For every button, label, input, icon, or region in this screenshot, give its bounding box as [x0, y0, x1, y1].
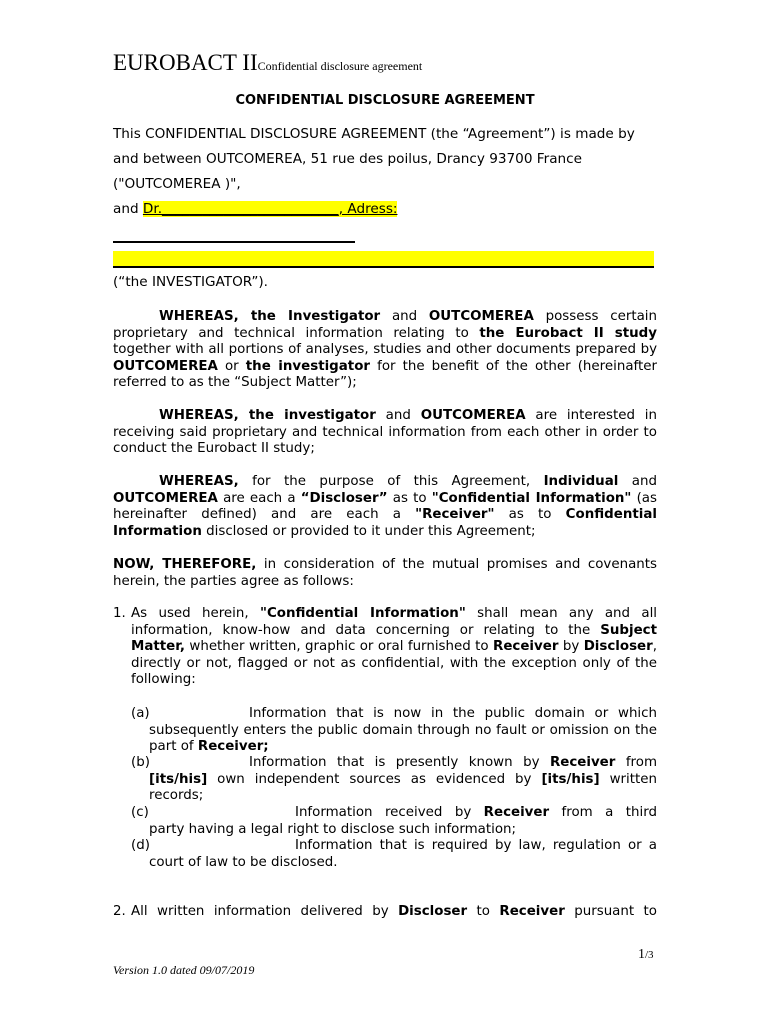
clause-2-number: 2.	[113, 904, 126, 919]
intro-line-1: This CONFIDENTIAL DISCLOSURE AGREEMENT (the “Agreement”) is made by	[113, 126, 635, 142]
exception-d	[131, 838, 657, 871]
whereas-paragraph-3: WHEREAS, for the purpose of this Agreement, Individual and OUTCOMEREA are each a “Discloser” as to "Confidential Information" (as hereinafter defined) and are each a "Receiver" as to Confidential Information disclosed or provided to it under this Agreement;	[113, 474, 657, 539]
address-blank-line-2	[113, 251, 654, 268]
exception-b-label: (b)	[131, 755, 150, 770]
clause-2	[113, 904, 657, 921]
exception-c-line-1: Information received by Receiver from a third	[295, 805, 657, 820]
document-header	[113, 50, 422, 76]
header-title: EUROBACT II	[113, 50, 258, 75]
exception-d-label: (d)	[131, 838, 150, 853]
exception-a-line-1: Information that is now in the public domain or which	[249, 706, 657, 721]
exception-a-continuation: subsequently enters the public domain through no fault or omission on the part of Receiver;	[149, 722, 657, 754]
exception-a	[131, 706, 657, 756]
intro-line-3: ("OUTCOMEREA )",	[113, 176, 241, 192]
header-subtitle: Confidential disclosure agreement	[257, 59, 423, 73]
exception-d-line-1: Information that is required by law, regulation or a	[295, 838, 657, 853]
now-therefore-paragraph: NOW, THEREFORE, in consideration of the mutual promises and covenants herein, the parties agree as follows:	[113, 557, 657, 589]
exception-d-continuation: court of law to be disclosed.	[149, 854, 338, 870]
investigator-name-field: Dr.__________________________, Adress:	[142, 201, 398, 217]
whereas-paragraph-1: WHEREAS, the Investigator and OUTCOMEREA possess certain proprietary and technical information relating to the Eurobact II study together with all portions of analyses, studies and other documents prepared by OUTCOMEREA or the investigator for the benefit of the other (hereinafter referred to as the “Subject Matter”);	[113, 309, 657, 390]
exception-c-label: (c)	[131, 805, 149, 820]
address-blank-line-1	[113, 227, 355, 243]
clause-1-number: 1.	[113, 606, 126, 621]
exception-c	[131, 805, 657, 838]
exception-b	[131, 755, 657, 805]
investigator-label: (“the INVESTIGATOR”).	[113, 274, 269, 290]
intro-line-4	[113, 197, 673, 222]
exception-a-label: (a)	[131, 706, 150, 721]
clause-1	[113, 606, 657, 689]
intro-line-2: and between OUTCOMEREA, 51 rue des poilus, Drancy 93700 France	[113, 151, 582, 167]
version-footer: Version 1.0 dated 09/07/2019	[113, 963, 255, 977]
agreement-title: CONFIDENTIAL DISCLOSURE AGREEMENT	[235, 93, 535, 108]
clause-1-text: As used herein, "Confidential Information" shall mean any and all information, know-how and data concerning or relating to the Subject Matter, whether written, graphic or oral furnished to Receiver by Discloser, directly or not, flagged or not as confidential, with the exception only of the following:	[131, 606, 658, 687]
intro-paragraph	[113, 122, 673, 222]
exception-b-continuation: [its/his] own independent sources as evidenced by [its/his] written records;	[149, 771, 657, 803]
exception-b-line-1: Information that is presently known by Receiver from	[249, 755, 657, 770]
page-number: 1/3	[638, 947, 654, 962]
exception-c-continuation: party having a legal right to disclose such information;	[149, 821, 517, 837]
whereas-paragraph-2: WHEREAS, the investigator and OUTCOMEREA are interested in receiving said proprietary and technical information from each other in order to conduct the Eurobact II study;	[113, 408, 657, 456]
and-text: and	[113, 201, 143, 217]
clause-2-text: All written information delivered by Discloser to Receiver pursuant to	[131, 904, 657, 919]
